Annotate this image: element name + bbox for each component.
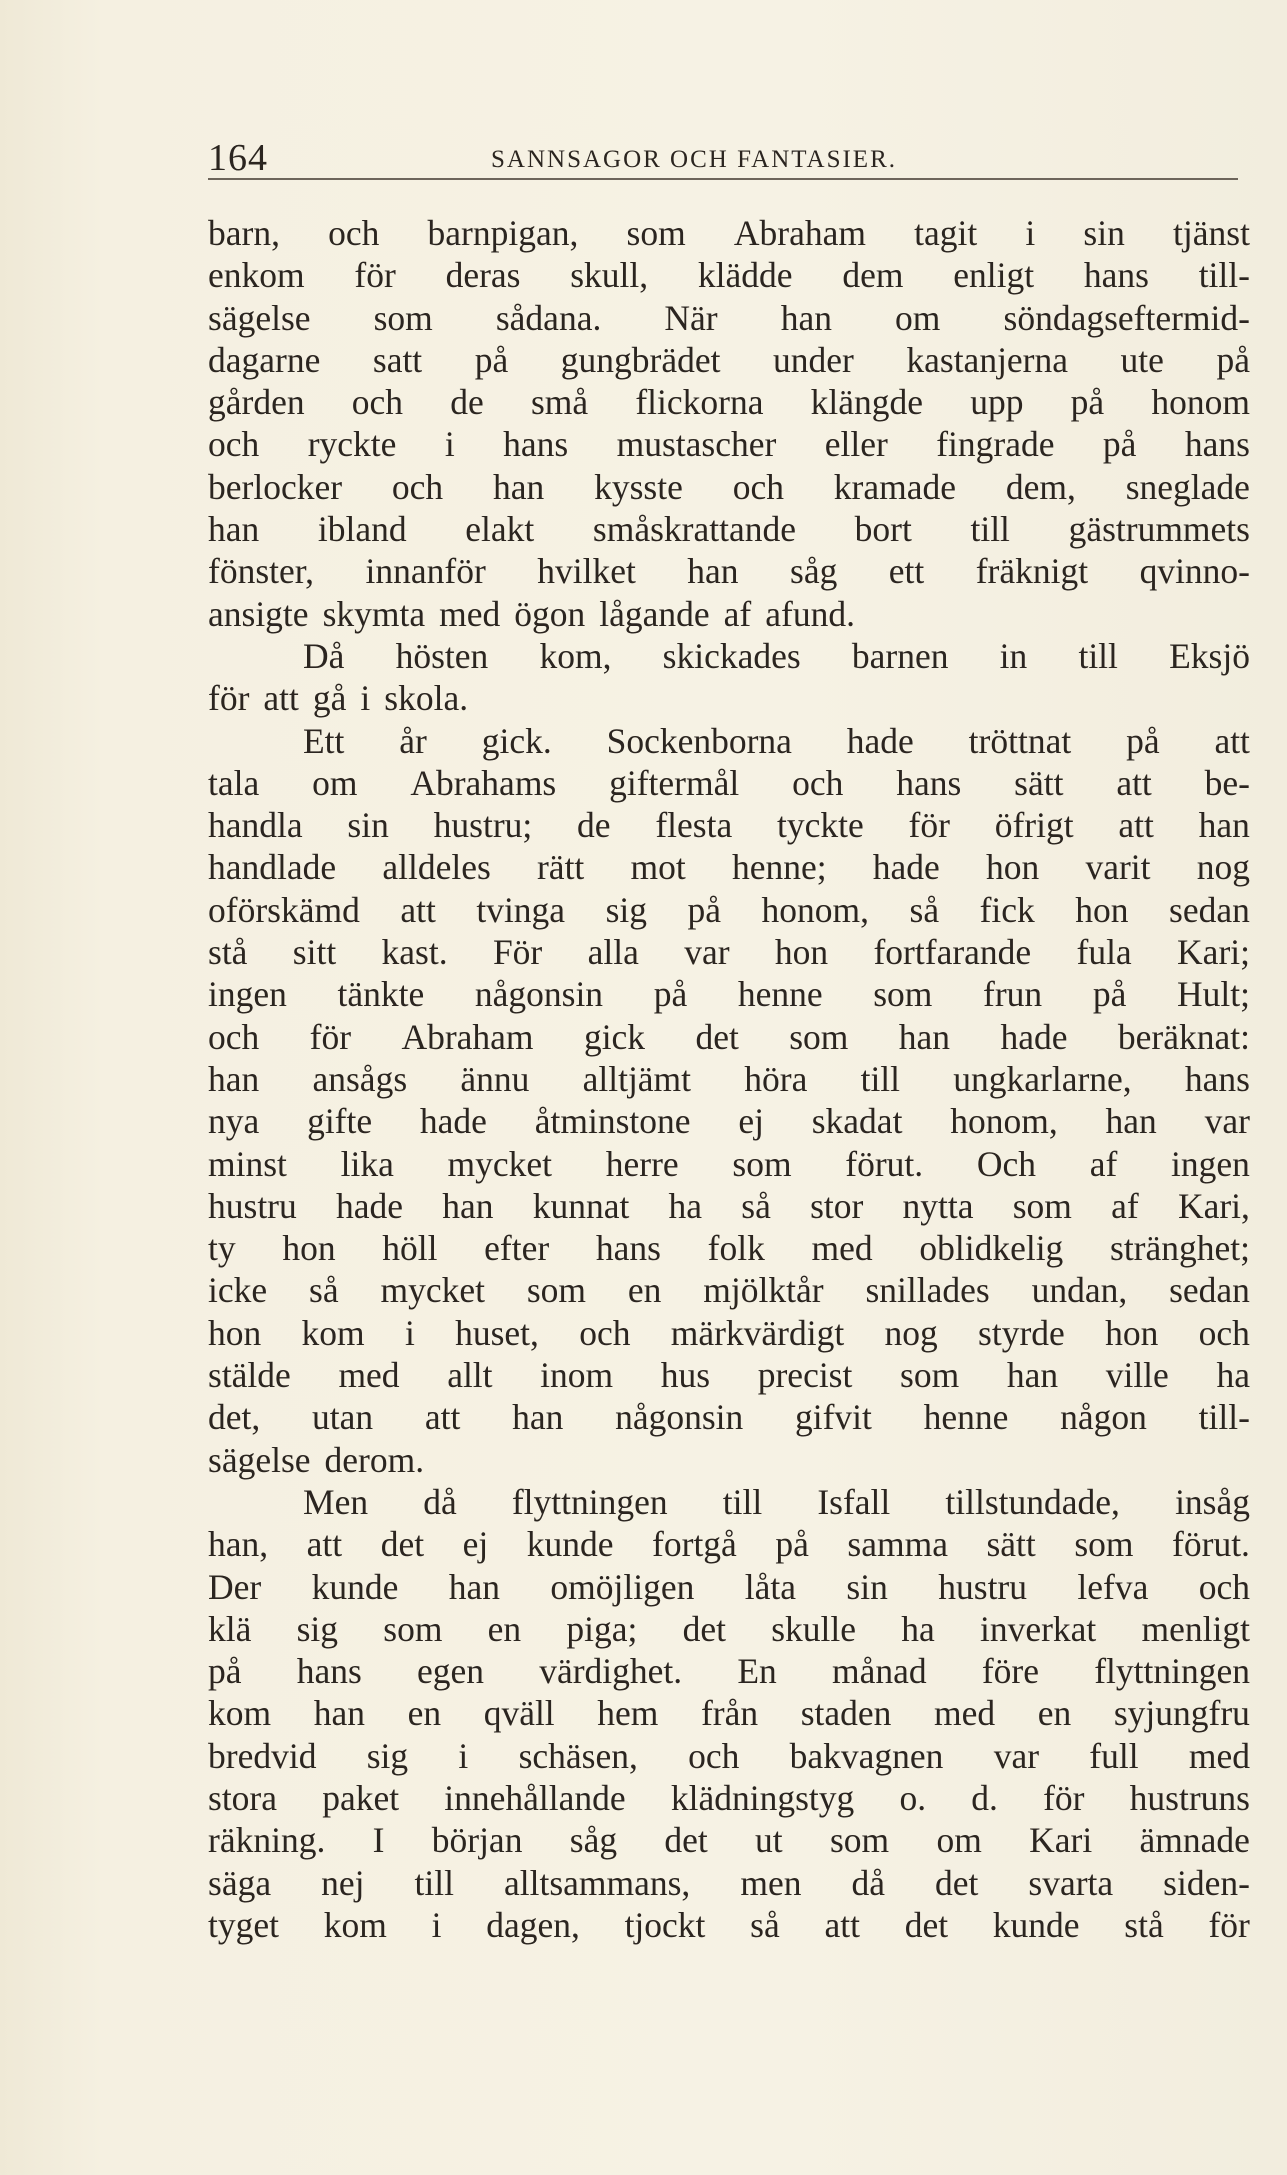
text-line: klä sig som en piga; det skulle ha inverkat menligt <box>208 1608 1250 1649</box>
text-line: icke så mycket som en mjölktår snillades undan, sedan <box>208 1270 1250 1311</box>
text-line: säga nej till alltsammans, men då det svarta siden- <box>208 1862 1250 1903</box>
page-number: 164 <box>208 137 268 179</box>
body-text <box>208 212 1250 1946</box>
text-line: stå sitt kast. För alla var hon fortfarande fula Kari; <box>208 932 1250 973</box>
text-line: handlade alldeles rätt mot henne; hade hon varit nog <box>208 847 1250 888</box>
text-line: sägelse derom. <box>208 1439 425 1480</box>
text-line: han, att det ej kunde fortgå på samma sätt som förut. <box>208 1524 1250 1565</box>
text-line: det, utan att han någonsin gifvit henne någon till- <box>208 1397 1250 1438</box>
text-line: Men då flyttningen till Isfall tillstundade, insåg <box>303 1481 1250 1522</box>
text-line: tyget kom i dagen, tjockt så att det kunde stå för <box>208 1904 1250 1945</box>
text-line: handla sin hustru; de flesta tyckte för öfrigt att han <box>208 805 1250 846</box>
text-line: och ryckte i hans mustascher eller fingrade på hans <box>208 424 1250 465</box>
text-line: räkning. I början såg det ut som om Kari ämnade <box>208 1820 1250 1861</box>
text-line: ty hon höll efter hans folk med oblidkelig stränghet; <box>208 1228 1250 1269</box>
text-line: gården och de små flickorna klängde upp på honom <box>208 382 1250 423</box>
text-line: Ett år gick. Sockenborna hade tröttnat på att <box>303 720 1250 761</box>
header-rule <box>208 178 1238 180</box>
text-line: kom han en qväll hem från staden med en syjungfru <box>208 1693 1250 1734</box>
text-line: stälde med allt inom hus precist som han ville ha <box>208 1355 1250 1396</box>
text-line: fönster, innanför hvilket han såg ett fräknigt qvinno- <box>208 551 1250 592</box>
text-line: och för Abraham gick det som han hade beräknat: <box>208 1016 1250 1057</box>
text-line: för att gå i skola. <box>208 678 469 719</box>
text-line: bredvid sig i schäsen, och bakvagnen var full med <box>208 1735 1250 1776</box>
text-line: ansigte skymta med ögon lågande af afund. <box>208 593 855 634</box>
text-line: han ibland elakt småskrattande bort till gästrummets <box>208 509 1250 550</box>
text-line: han ansågs ännu alltjämt höra till ungkarlarne, hans <box>208 1058 1250 1099</box>
text-line: Der kunde han omöjligen låta sin hustru lefva och <box>208 1566 1250 1607</box>
running-head: SANNSAGOR OCH FANTASIER. <box>491 146 897 173</box>
text-line: berlocker och han kysste och kramade dem, sneglade <box>208 466 1250 507</box>
text-line: på hans egen värdighet. En månad före flyttningen <box>208 1651 1250 1692</box>
text-line: barn, och barnpigan, som Abraham tagit i sin tjänst <box>208 213 1250 253</box>
text-line: Då hösten kom, skickades barnen in till Eksjö <box>303 635 1250 676</box>
text-line: dagarne satt på gungbrädet under kastanjerna ute på <box>208 339 1250 380</box>
text-line: oförskämd att tvinga sig på honom, så fick hon sedan <box>208 889 1250 930</box>
text-line: tala om Abrahams giftermål och hans sätt att be- <box>208 762 1250 803</box>
text-line: stora paket innehållande klädningstyg o. d. för hustruns <box>208 1777 1250 1818</box>
text-line: nya gifte hade åtminstone ej skadat honom, han var <box>208 1101 1250 1142</box>
text-line: hustru hade han kunnat ha så stor nytta som af Kari, <box>208 1185 1250 1226</box>
text-line: enkom för deras skull, klädde dem enligt hans till- <box>208 255 1250 296</box>
text-line: ingen tänkte någonsin på henne som frun på Hult; <box>208 974 1250 1015</box>
text-line: sägelse som sådana. När han om söndagseftermid- <box>208 297 1250 338</box>
text-line: hon kom i huset, och märkvärdigt nog styrde hon och <box>208 1312 1250 1353</box>
text-line: minst lika mycket herre som förut. Och af ingen <box>208 1143 1250 1184</box>
